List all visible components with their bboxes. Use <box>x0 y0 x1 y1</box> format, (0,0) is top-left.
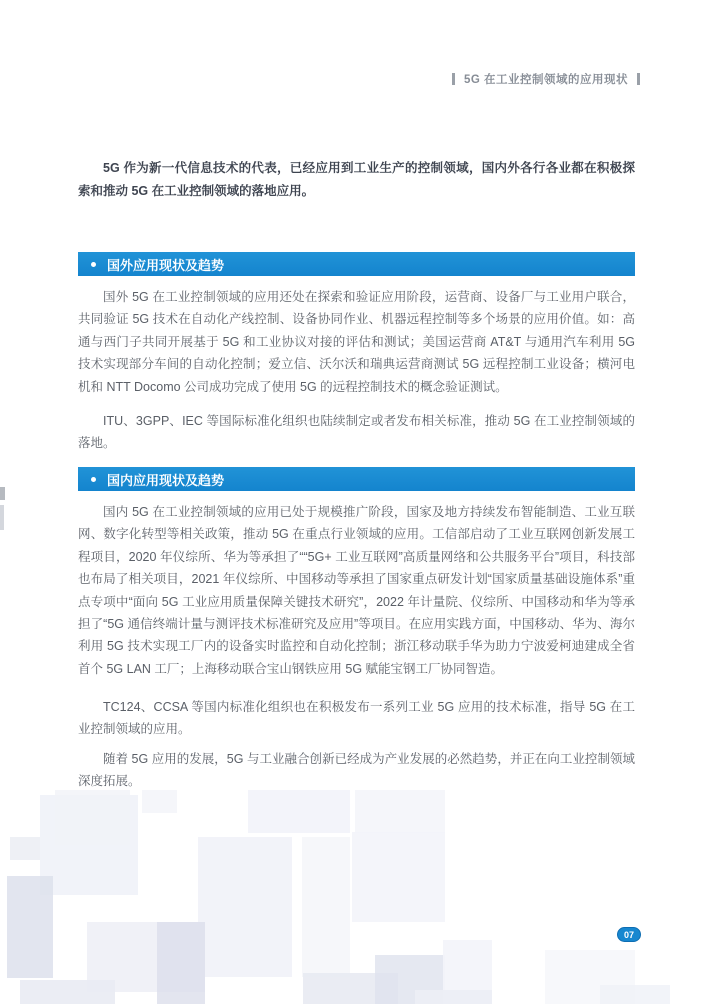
intro-paragraph: 5G 作为新一代信息技术的代表，已经应用到工业生产的控制领域，国内外各行各业都在积极探索和推动 5G 在工业控制领域的落地应用。 <box>78 161 635 198</box>
edge-mark <box>0 487 5 500</box>
section-title: 国内应用现状及趋势 <box>107 472 225 488</box>
decor-shape <box>7 876 53 978</box>
body-paragraph: 国内 5G 在工业控制领域的应用已处于规模推广阶段，国家及地方持续发布智能制造、工业互联网、数字化转型等相关政策，推动 5G 在重点行业领域的应用。工信部启动了工业互联网创新发展工程项目，2020 年仪综所、华为等承担了““5G+ 工业互联网”高质量网络和公共服务平台”项目，科技部也布局了相关项目，2021 年仪综所、中国移动等承担了国家重点研发计划“国家质量基础设施体系”重点专项中“面向 5G 工业应用质量保障关键技术研究”，2022 年计量院、仪综所、中国移动和华为等承担了“5G 通信终端计量与测评技术标准研究及应用”等项目。在应用实践方面，中国移动、华为、海尔利用 5G 技术实现工厂内的设备实时监控和自动化控制；浙江移动联手华为助力宁波爱柯迪建成全省首个 5G LAN 工厂；上海移动联合宝山钢铁应用 5G 赋能宝钢工厂协同智造。 <box>78 505 635 676</box>
header-left-bar-icon <box>452 73 455 85</box>
body-paragraph: TC124、CCSA 等国内标准化组织也在积极发布一系列工业 5G 应用的技术标准，指导 5G 在工业控制领域的应用。 <box>78 700 635 737</box>
decor-shape <box>302 837 350 977</box>
section-heading-overseas <box>78 252 635 276</box>
decor-shape <box>198 837 292 977</box>
decor-shape <box>352 832 445 922</box>
edge-mark <box>0 505 4 530</box>
section-heading-domestic <box>78 467 635 491</box>
body-paragraph: 随着 5G 应用的发展，5G 与工业融合创新已经成为产业发展的必然趋势，并正在向工业控制领域深度拓展。 <box>78 752 635 789</box>
bullet-icon <box>91 477 96 482</box>
bullet-icon <box>91 262 96 267</box>
section-title: 国外应用现状及趋势 <box>107 257 225 273</box>
header-right-bar-icon <box>637 73 640 85</box>
body-paragraph: 国外 5G 在工业控制领域的应用还处在探索和验证应用阶段，运营商、设备厂与工业用户联合，共同验证 5G 技术在自动化产线控制、设备协同作业、机器远程控制等多个场景的应用价值。如：高通与西门子共同开展基于 5G 和工业协议对接的评估和测试；美国运营商 AT&T 与通用汽车利用 5G 技术实现部分车间的自动化控制；爱立信、沃尔沃和瑞典运营商测试 5G 远程控制工业设备；横河电机和 NTT Docomo 公司成功完成了使用 5G 的远程控制技术的概念验证测试。 <box>78 290 635 394</box>
decor-shape <box>157 922 205 1004</box>
page-header-title: 5G 在工业控制领域的应用现状 <box>463 74 628 86</box>
page-header <box>452 71 640 87</box>
body-paragraph: ITU、3GPP、IEC 等国际标准化组织也陆续制定或者发布相关标准，推动 5G 在工业控制领域的落地。 <box>78 414 635 451</box>
decor-shape <box>248 790 350 833</box>
decor-shape <box>415 990 492 1004</box>
decor-shape <box>142 790 177 813</box>
page-number-badge: 07 <box>617 927 641 942</box>
decor-shape <box>55 790 130 845</box>
decor-shape <box>355 790 445 833</box>
decor-shape <box>20 980 115 1004</box>
decor-shape <box>600 985 670 1004</box>
decor-shape <box>10 837 40 860</box>
